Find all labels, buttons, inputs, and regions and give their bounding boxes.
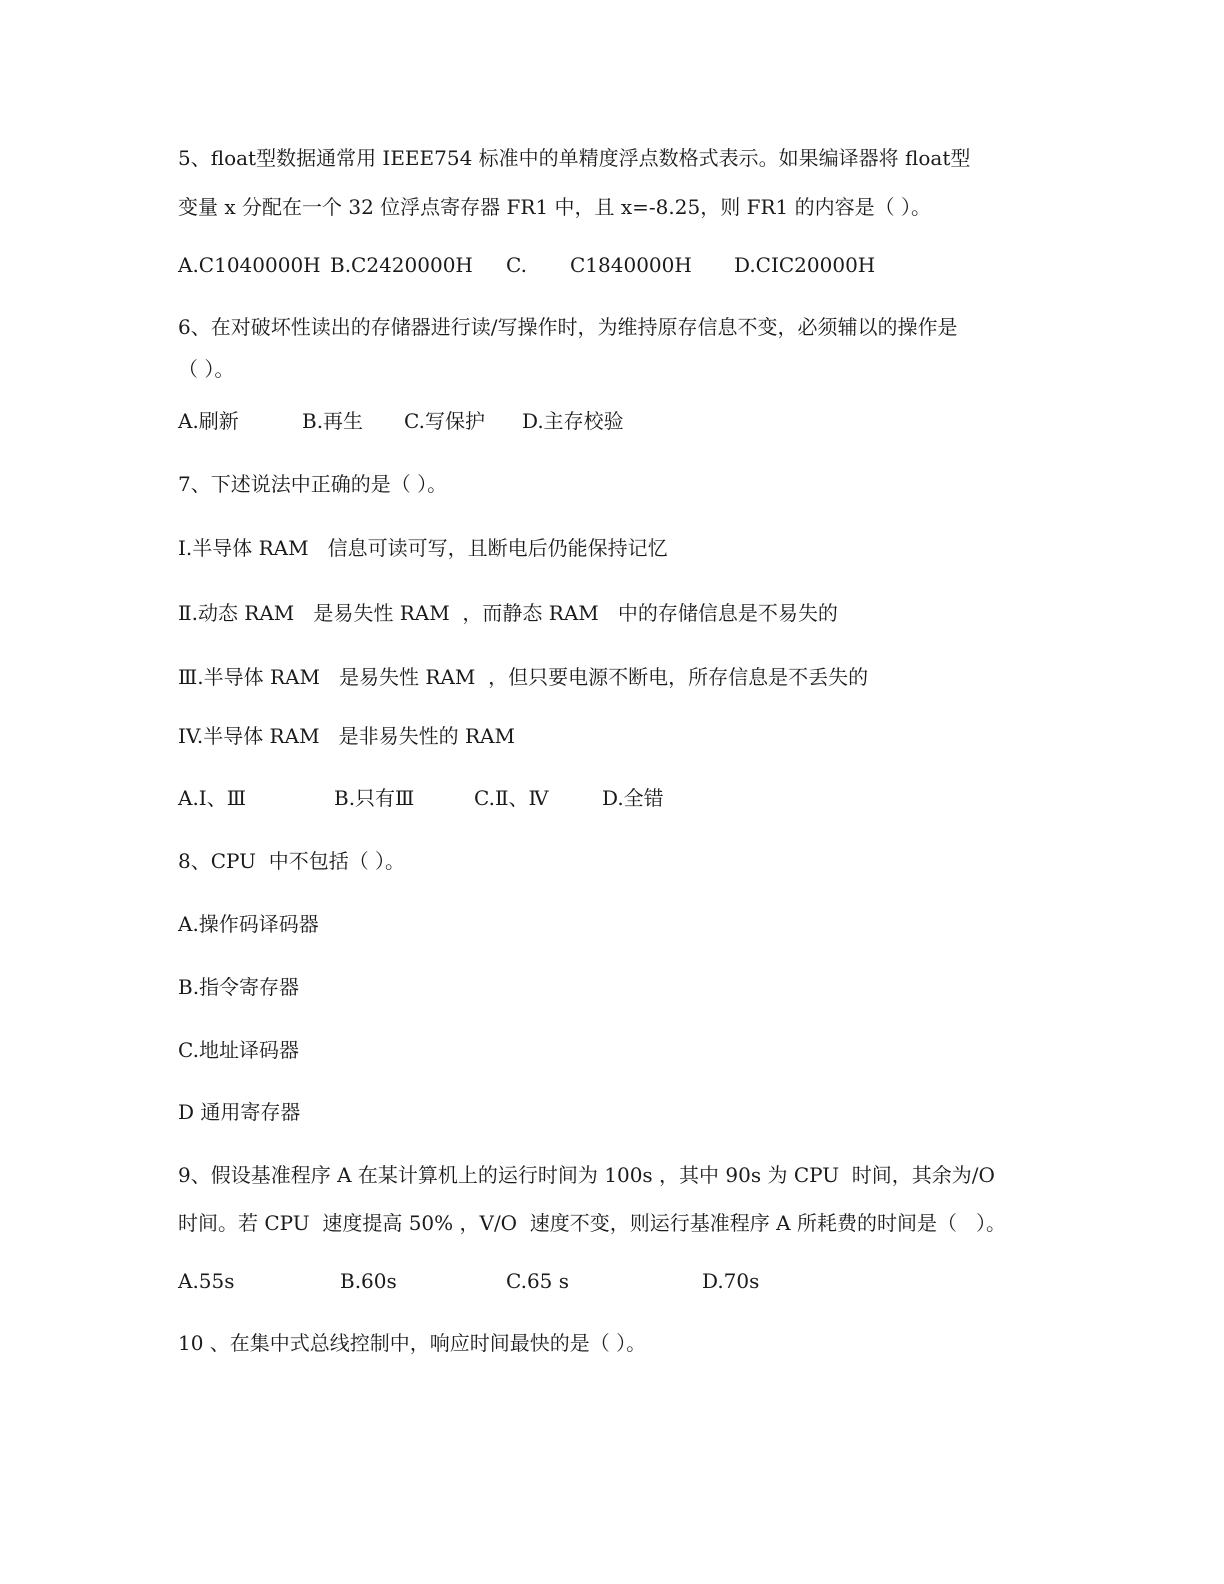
q8-option-b: B.指令寄存器 <box>178 975 300 999</box>
q7-option-c: C.Ⅱ、Ⅳ <box>474 786 549 810</box>
q7-statement-1: I.半导体 RAM 信息可读可写，且断电后仍能保持记忆 <box>178 536 668 560</box>
q7-statement-2: Ⅱ.动态 RAM 是易失性 RAM ，而静态 RAM 中的存储信息是不易失的 <box>178 601 838 625</box>
q6-option-a: A.刷新 <box>178 409 239 433</box>
q7-statement-3: Ⅲ.半导体 RAM 是易失性 RAM ，但只要电源不断电，所存信息是不丢失的 <box>178 665 869 689</box>
q5-stem-line-1: 5、float型数据通常用 IEEE754 标准中的单精度浮点数格式表示。如果编译器将 float型 <box>178 146 971 170</box>
q8-option-c: C.地址译码器 <box>178 1038 299 1062</box>
q6-option-d: D.主存校验 <box>522 409 624 433</box>
q9-stem-line-2: 时间。若 CPU 速度提高 50% ，V/O 速度不变，则运行基准程序 A 所耗费的时间是（ ）。 <box>178 1211 1007 1235</box>
q9-option-a: A.55s <box>178 1269 235 1293</box>
q6-stem-line-2: （ ）。 <box>178 357 235 381</box>
q6-option-c: C.写保护 <box>404 409 485 433</box>
q8-stem: 8、CPU 中不包括（ ）。 <box>178 849 406 873</box>
q7-option-b: B.只有Ⅲ <box>334 786 415 810</box>
q6-stem-line-1: 6、在对破坏性读出的存储器进行读/写操作时，为维持原存信息不变，必须辅以的操作是 <box>178 315 958 339</box>
q7-statement-4: IV.半导体 RAM 是非易失性的 RAM <box>178 724 515 748</box>
q8-option-d: D 通用寄存器 <box>178 1100 301 1124</box>
q9-option-b: B.60s <box>340 1269 397 1293</box>
q10-stem: 10 、在集中式总线控制中，响应时间最快的是（ ）。 <box>178 1331 647 1355</box>
q5-option-d: D.CIC20000H <box>734 253 876 277</box>
q5-option-a: A.C1040000H <box>178 253 321 277</box>
q9-stem-line-1: 9、假设基准程序 A 在某计算机上的运行时间为 100s ，其中 90s 为 CPU 时间，其余为/O <box>178 1163 995 1187</box>
q7-option-a: A.Ⅰ、Ⅲ <box>178 786 246 810</box>
q9-option-c: C.65 s <box>506 1269 570 1293</box>
q5-option-c-value: C1840000H <box>570 253 692 277</box>
q7-stem: 7、下述说法中正确的是（ ）。 <box>178 472 448 496</box>
q9-option-d: D.70s <box>702 1269 760 1293</box>
q5-stem-line-2: 变量 x 分配在一个 32 位浮点寄存器 FR1 中，且 x=-8.25，则 FR1 的内容是（ ）。 <box>178 195 931 219</box>
q5-option-b: B.C2420000H <box>330 253 473 277</box>
q6-option-b: B.再生 <box>302 409 364 433</box>
q8-option-a: A.操作码译码器 <box>178 912 319 936</box>
q7-option-d: D.全错 <box>602 786 664 810</box>
q5-option-c-label: C. <box>506 253 527 277</box>
